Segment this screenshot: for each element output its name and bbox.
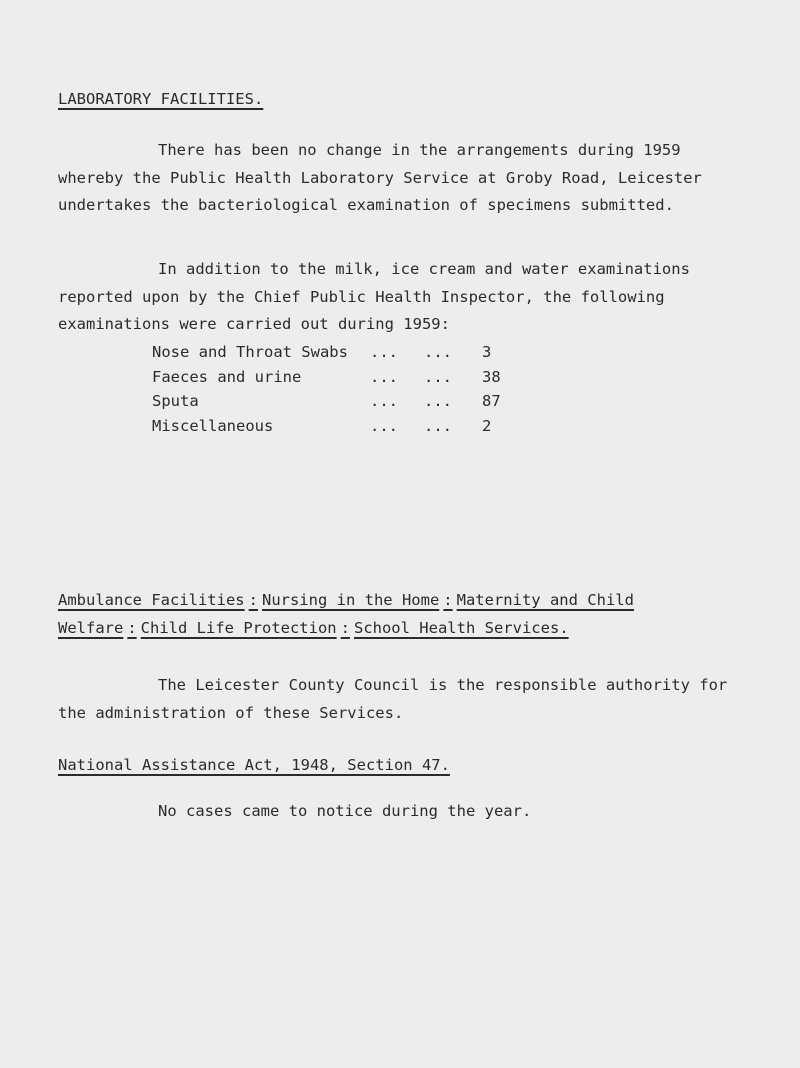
exam-count: 2 — [482, 416, 492, 435]
national-assistance-paragraph: No cases came to notice during the year. — [158, 802, 532, 820]
exam-row-faeces — [152, 365, 592, 390]
exam-count: 3 — [482, 343, 492, 361]
exam-label: Nose and Throat Swabs — [152, 343, 348, 361]
leader-dots: ... — [424, 416, 452, 435]
leader-dots: ... — [370, 392, 398, 410]
heading-separator: : — [248, 591, 258, 609]
services-paragraph: The Leicester County Council is the responsible authority for the administration of these Services. — [58, 676, 728, 722]
heading-separator: : — [443, 591, 453, 609]
exam-count: 87 — [482, 392, 501, 410]
services-heading-line-1 — [58, 586, 634, 614]
national-assistance-heading: National Assistance Act, 1948, Section 47. — [58, 756, 450, 774]
leader-dots: ... — [370, 367, 398, 386]
leader-dots: ... — [370, 343, 398, 361]
lab-paragraph-2: In addition to the milk, ice cream and water examinations reported upon by the Chief Public Health Inspector, the following examinations were carried out during 1959: — [58, 260, 690, 333]
exam-label: Faeces and urine — [152, 367, 302, 386]
heading-separator: : — [127, 619, 137, 637]
leader-dots: ... — [424, 392, 452, 410]
heading-ambulance: Ambulance Facilities — [58, 591, 245, 609]
heading-welfare: Welfare — [58, 619, 124, 637]
heading-school-health: School Health Services. — [353, 619, 569, 637]
leader-dots: ... — [424, 343, 452, 361]
leader-dots: ... — [424, 367, 452, 386]
leader-dots: ... — [370, 416, 398, 435]
services-heading — [58, 586, 634, 642]
services-heading-line-2 — [58, 614, 634, 642]
heading-child-life: Child Life Protection — [140, 619, 337, 637]
heading-nursing: Nursing in the Home — [261, 591, 440, 609]
lab-paragraph-1: There has been no change in the arrangements during 1959 whereby the Public Health Laboratory Service at Groby Road, Leicester undertakes the bacteriological examination of specimens submitted. — [58, 141, 702, 214]
exam-label: Miscellaneous — [152, 416, 274, 435]
exam-count: 38 — [482, 367, 501, 386]
lab-facilities-heading: LABORATORY FACILITIES. — [58, 90, 264, 108]
exam-label: Sputa — [152, 392, 199, 410]
exam-row-sputa — [152, 389, 592, 414]
exam-row-swabs — [152, 340, 592, 365]
heading-maternity: Maternity and Child — [456, 591, 634, 609]
examinations-table — [152, 340, 592, 438]
heading-separator: : — [340, 619, 350, 637]
exam-row-misc — [152, 414, 592, 439]
